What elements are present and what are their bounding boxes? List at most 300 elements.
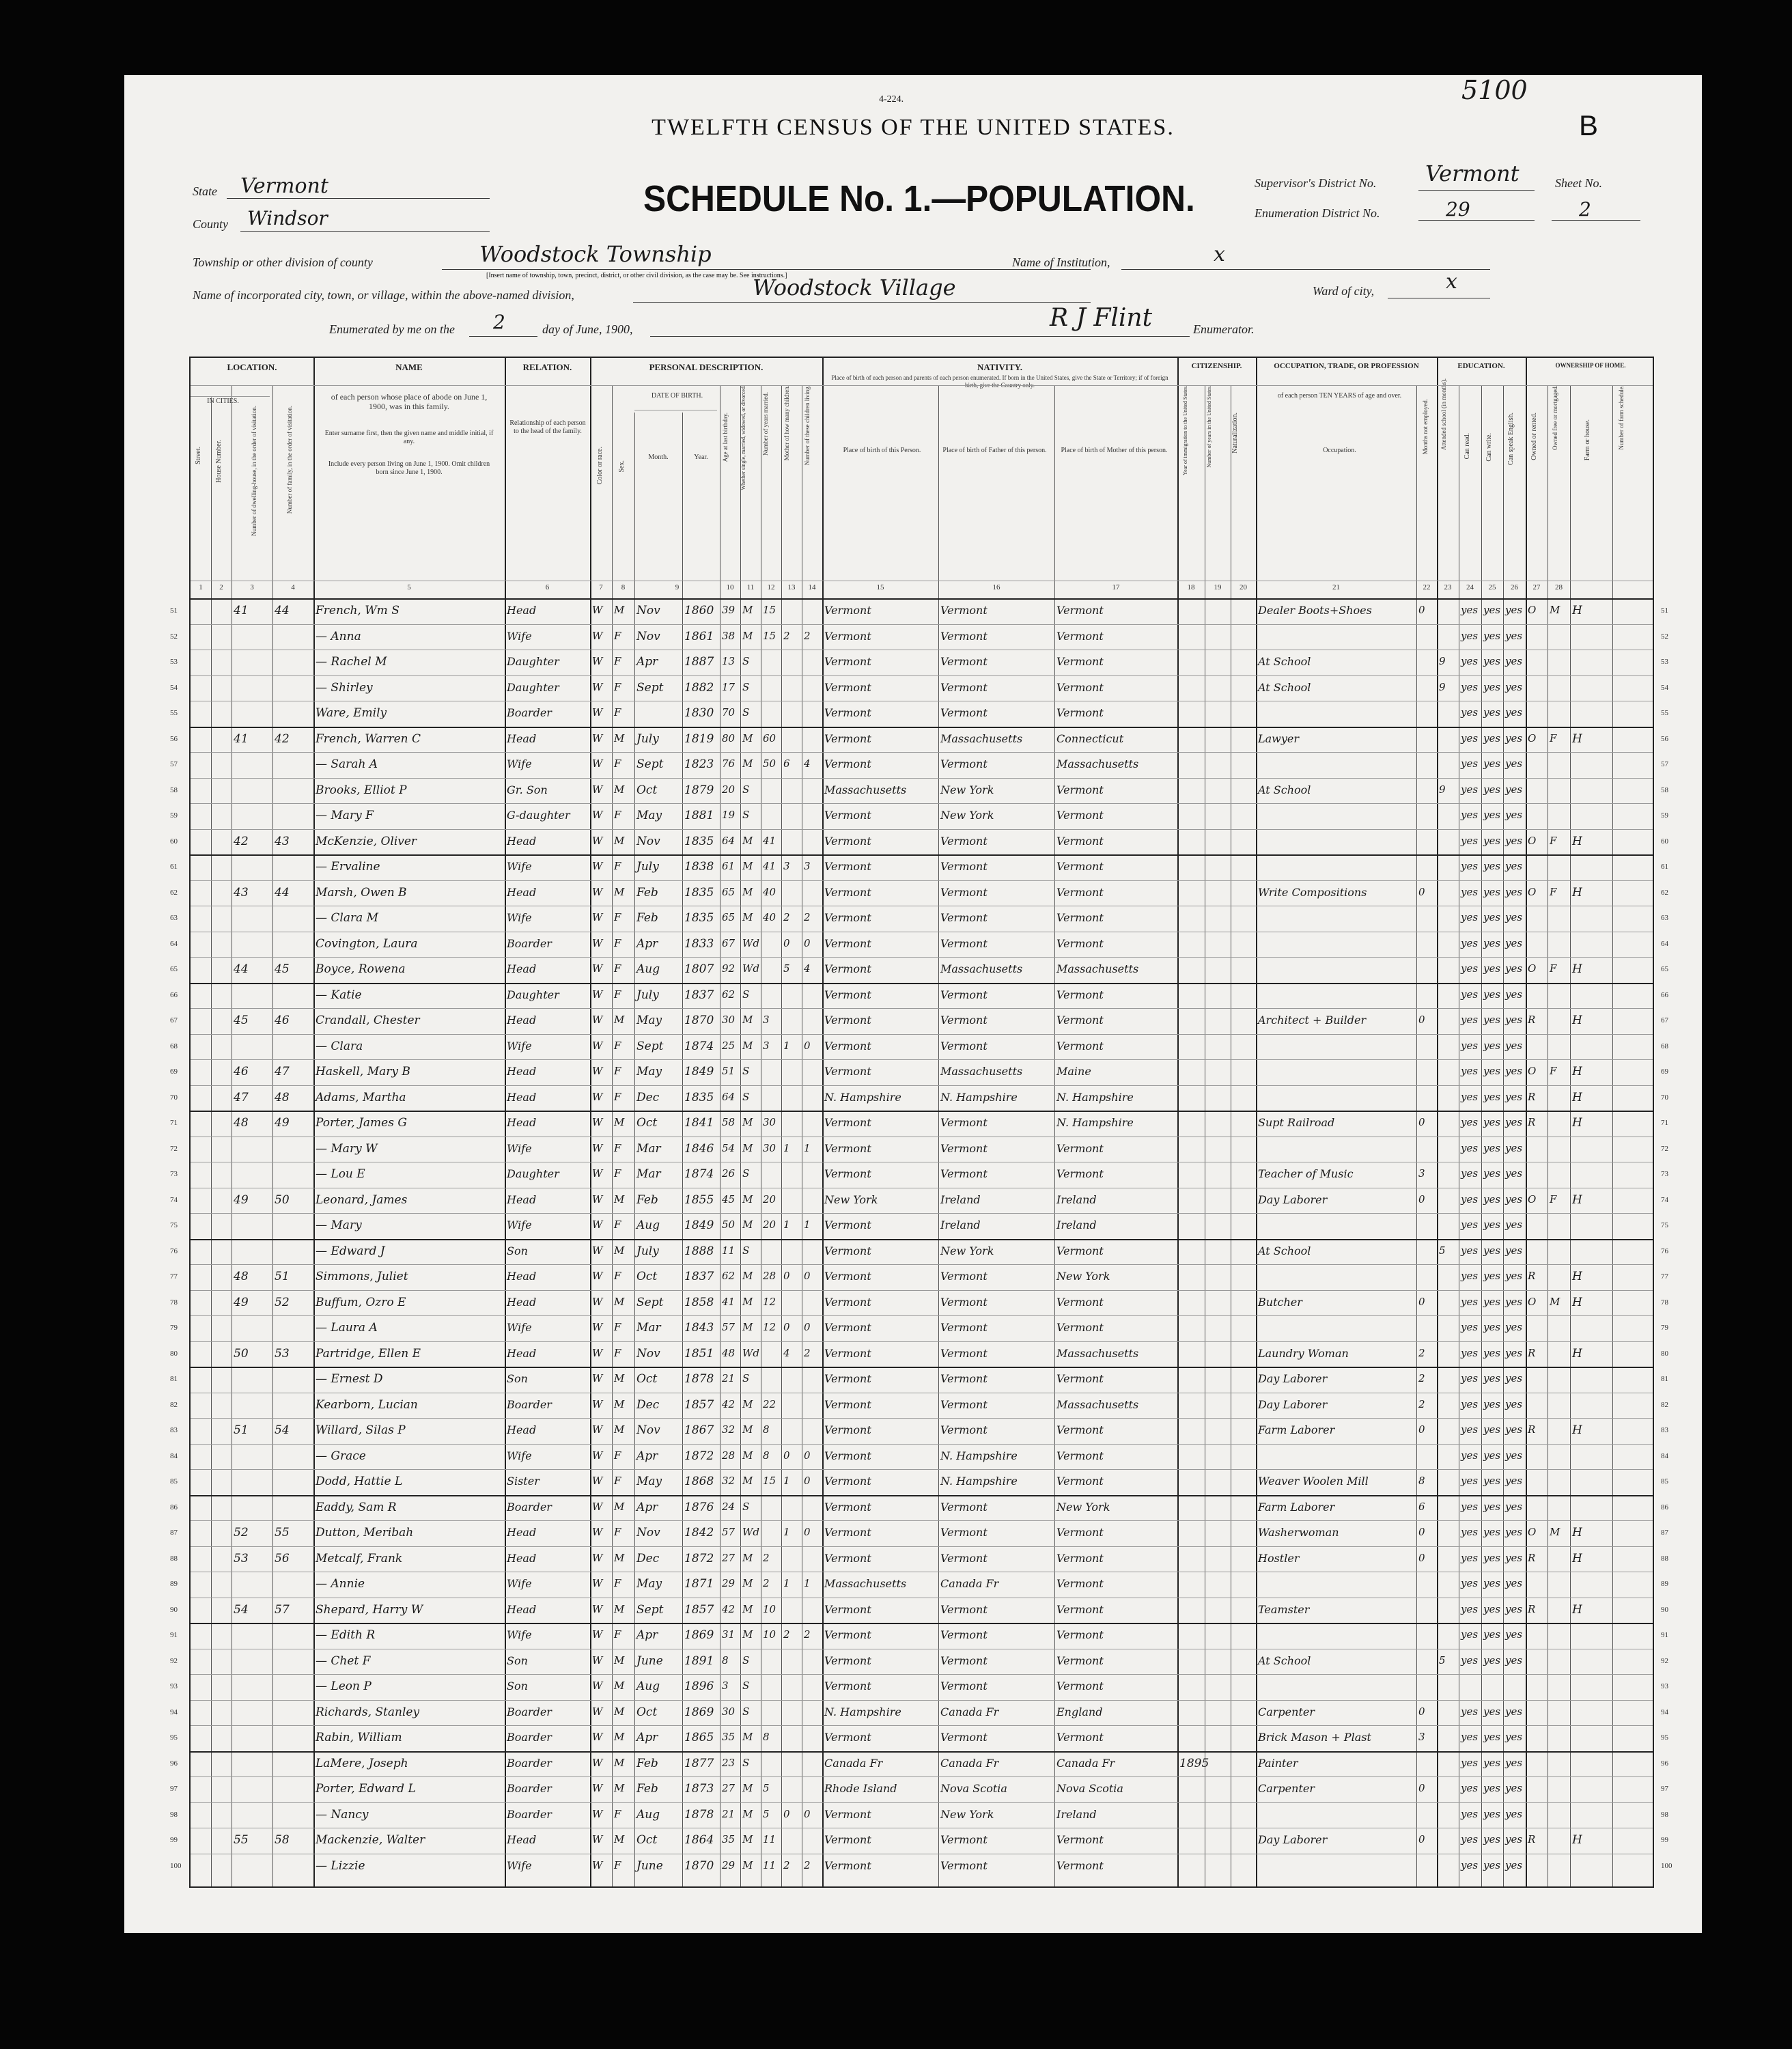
cell-name: — Lizzie <box>316 1858 365 1873</box>
cell-fh: H <box>1572 1090 1582 1104</box>
cell-own: R <box>1528 1346 1536 1359</box>
cell-month: Nov <box>636 604 660 617</box>
column-number: 7 <box>599 583 603 591</box>
cell-bf: Vermont <box>940 1014 988 1027</box>
cell-ms: M <box>742 1475 753 1487</box>
cell-read: yes <box>1461 757 1479 770</box>
line-number: 82 <box>170 1400 178 1409</box>
cell-bf: Vermont <box>940 885 988 899</box>
cell-bp: Vermont <box>824 1039 871 1053</box>
cell-bm: Vermont <box>1056 1141 1104 1155</box>
cell-ym: 20 <box>763 1193 776 1205</box>
cell-fam: 44 <box>275 604 290 617</box>
cell-bm: Massachusetts <box>1056 1346 1139 1360</box>
cell-rel: Head <box>507 1551 537 1565</box>
cell-rel: Wife <box>507 1218 532 1231</box>
cell-age: 32 <box>722 1475 736 1487</box>
cell-read: yes <box>1461 1782 1479 1794</box>
cell-ym: 8 <box>763 1731 770 1743</box>
cell-sex: F <box>614 757 621 770</box>
cell-dw: 45 <box>234 1014 249 1027</box>
line-number: 66 <box>170 990 178 999</box>
header-street: Street. <box>195 447 202 464</box>
cell-month: May <box>636 1065 662 1078</box>
cell-bf: Vermont <box>940 1295 988 1309</box>
cell-read: yes <box>1461 1397 1479 1410</box>
cell-age: 17 <box>722 680 736 693</box>
cell-ms: S <box>742 1705 750 1718</box>
cell-ym: 15 <box>763 629 776 642</box>
cell-occ: Day Laborer <box>1258 1372 1328 1385</box>
cell-month: Aug <box>636 1679 660 1693</box>
cell-bf: Vermont <box>940 1500 988 1514</box>
cell-sex: F <box>614 1346 621 1359</box>
cell-bp: Vermont <box>824 1475 871 1488</box>
line-number: 89 <box>1661 1580 1668 1588</box>
cell-color: W <box>592 1193 603 1205</box>
city-label: Name of incorporated city, town, or village, within the above-named division, <box>193 288 574 302</box>
cell-age: 20 <box>722 783 736 796</box>
cell-sex: F <box>614 1807 621 1820</box>
cell-year: 1860 <box>684 604 714 617</box>
cell-own: R <box>1528 1833 1536 1845</box>
cell-bf: Vermont <box>940 680 988 694</box>
cell-rel: G-daughter <box>507 809 570 822</box>
cell-sex: M <box>614 834 625 847</box>
cell-month: Nov <box>636 1346 660 1361</box>
cell-year: 1878 <box>684 1807 714 1822</box>
cell-age: 65 <box>722 911 736 923</box>
column-number: 2 <box>219 583 223 591</box>
cell-age: 38 <box>722 629 736 642</box>
row-divider <box>191 1418 1653 1419</box>
cell-color: W <box>592 1833 603 1845</box>
cell-cl: 0 <box>804 1475 811 1487</box>
cell-eng: yes <box>1505 1065 1523 1077</box>
line-number: 79 <box>1661 1324 1668 1332</box>
row-divider <box>191 1776 1653 1777</box>
cell-age: 26 <box>722 1167 736 1180</box>
cell-bf: N. Hampshire <box>940 1449 1018 1462</box>
cell-imm: 1895 <box>1179 1756 1209 1770</box>
cell-cl: 0 <box>804 1807 811 1820</box>
header-house: House Number. <box>215 440 223 483</box>
cell-bp: Vermont <box>824 1628 871 1641</box>
line-number: 54 <box>170 683 178 692</box>
cell-occ: Carpenter <box>1258 1782 1315 1795</box>
header-mother-of: Mother of how many children. <box>783 385 790 461</box>
cell-bp: Vermont <box>824 885 871 899</box>
column-number: 20 <box>1240 583 1247 591</box>
cell-own: R <box>1528 1116 1536 1128</box>
cell-write: yes <box>1483 1218 1501 1231</box>
sheet-label: Sheet No. <box>1555 176 1602 190</box>
cell-name: Haskell, Mary B <box>316 1065 410 1078</box>
cell-year: 1835 <box>684 834 714 848</box>
cell-sex: F <box>614 988 621 1001</box>
cell-age: 31 <box>722 1628 736 1641</box>
cell-read: yes <box>1461 1858 1479 1871</box>
cell-sex: M <box>614 1705 625 1718</box>
column-number: 28 <box>1555 583 1563 591</box>
cell-sex: M <box>614 1372 625 1384</box>
cell-rel: Head <box>507 1346 537 1360</box>
cell-read: yes <box>1461 1346 1479 1359</box>
cell-month: Feb <box>636 911 658 925</box>
row-divider <box>191 1520 1653 1521</box>
cell-age: 92 <box>722 962 736 975</box>
cell-year: 1874 <box>684 1167 714 1181</box>
line-number: 53 <box>170 658 178 666</box>
cell-name: — Clara M <box>316 911 379 925</box>
line-number: 70 <box>170 1093 178 1102</box>
cell-bm: Ireland <box>1056 1807 1097 1821</box>
cell-name: French, Wm S <box>316 604 400 617</box>
cell-ms: M <box>742 1628 753 1641</box>
cell-read: yes <box>1461 1141 1479 1154</box>
cell-color: W <box>592 1141 603 1154</box>
cell-year: 1858 <box>684 1295 714 1309</box>
cell-ms: M <box>742 1397 753 1410</box>
cell-rel: Boarder <box>507 1731 552 1744</box>
column-number: 19 <box>1214 583 1222 591</box>
cell-write: yes <box>1483 1782 1501 1794</box>
cell-name: Porter, James G <box>316 1116 407 1130</box>
line-number: 69 <box>1661 1068 1668 1076</box>
cell-color: W <box>592 1116 603 1128</box>
cell-bf: Vermont <box>940 1321 988 1334</box>
cell-ms: S <box>742 809 750 821</box>
cell-ms: M <box>742 1782 753 1794</box>
cell-year: 1877 <box>684 1756 714 1770</box>
column-number: 24 <box>1466 583 1474 591</box>
cell-bm: Vermont <box>1056 629 1104 643</box>
cell-name: — Nancy <box>316 1807 369 1822</box>
cell-write: yes <box>1483 1475 1501 1487</box>
cell-occ: Lawyer <box>1258 731 1300 745</box>
cell-occ: At School <box>1258 783 1311 796</box>
line-number: 64 <box>1661 939 1668 948</box>
cell-bf: Vermont <box>940 1372 988 1385</box>
ward-label: Ward of city, <box>1313 284 1375 298</box>
header-attended: Attended school (in months). <box>1440 378 1447 450</box>
cell-rel: Head <box>507 1193 537 1206</box>
cell-dw: 51 <box>234 1423 249 1437</box>
line-number: 57 <box>1661 760 1668 768</box>
cell-ms: S <box>742 1679 750 1692</box>
cell-fh: H <box>1572 885 1582 900</box>
cell-ms: S <box>742 1244 750 1257</box>
cell-read: yes <box>1461 1321 1479 1333</box>
cell-ms: M <box>742 834 753 847</box>
cell-sex: F <box>614 1628 621 1641</box>
column-divider <box>682 413 683 1886</box>
cell-read: yes <box>1461 809 1479 821</box>
cell-sex: M <box>614 731 625 744</box>
cell-occ: Carpenter <box>1258 1705 1315 1718</box>
cell-bf: Vermont <box>940 1423 988 1436</box>
cell-color: W <box>592 1039 603 1052</box>
cell-sex: F <box>614 1218 621 1231</box>
cell-cl: 4 <box>804 757 811 770</box>
cell-write: yes <box>1483 1193 1501 1205</box>
line-number: 60 <box>170 837 178 846</box>
cell-eng: yes <box>1505 834 1523 847</box>
line-number: 70 <box>1661 1093 1668 1102</box>
cell-ms: M <box>742 1218 753 1231</box>
cell-fh: H <box>1572 1833 1582 1847</box>
header-mortgage: Owned free or mortgaged. <box>1552 385 1558 450</box>
cell-age: 80 <box>722 731 736 744</box>
cell-occ: Architect + Builder <box>1258 1014 1367 1027</box>
column-divider <box>211 398 212 1886</box>
enumerator-label: Enumerator. <box>1193 322 1255 336</box>
column-number: 10 <box>726 583 734 591</box>
cell-color: W <box>592 1090 603 1103</box>
cell-fh: H <box>1572 1193 1582 1207</box>
cell-ms: M <box>742 860 753 872</box>
cell-eng: yes <box>1505 1423 1523 1436</box>
enumerated-day: 2 <box>493 311 505 333</box>
cell-mc: 2 <box>783 1628 790 1641</box>
cell-bp: Vermont <box>824 860 871 873</box>
cell-unemp: 0 <box>1418 1193 1425 1205</box>
cell-year: 1857 <box>684 1602 714 1617</box>
cell-eng: yes <box>1505 936 1523 949</box>
column-number: 6 <box>545 583 550 591</box>
cell-bm: Vermont <box>1056 1244 1104 1257</box>
cell-dw: 52 <box>234 1526 249 1539</box>
cell-name: Boyce, Rowena <box>316 962 406 976</box>
cell-name: — Clara <box>316 1039 363 1053</box>
cell-unemp: 8 <box>1418 1475 1425 1487</box>
cell-write: yes <box>1483 1551 1501 1564</box>
cell-fh: H <box>1572 604 1582 617</box>
row-divider <box>191 1341 1653 1342</box>
header-bottom-line <box>191 598 1653 600</box>
cell-unemp: 0 <box>1418 1295 1425 1308</box>
cell-read: yes <box>1461 706 1479 719</box>
cell-age: 27 <box>722 1551 736 1564</box>
cell-bp: N. Hampshire <box>824 1090 901 1104</box>
line-number: 85 <box>1661 1477 1668 1486</box>
header-relation: RELATION. <box>522 362 572 372</box>
cell-cl: 1 <box>804 1577 811 1589</box>
cell-read: yes <box>1461 1577 1479 1589</box>
cell-rel: Head <box>507 834 537 848</box>
line-number: 95 <box>170 1733 178 1742</box>
cell-rel: Boarder <box>507 1782 552 1795</box>
cell-bp: Vermont <box>824 1141 871 1155</box>
cell-rel: Wife <box>507 1858 532 1872</box>
cell-eng: yes <box>1505 962 1523 975</box>
enum-district-label: Enumeration District No. <box>1255 206 1380 220</box>
cell-year: 1835 <box>684 885 714 900</box>
cell-color: W <box>592 936 603 949</box>
cell-bm: Vermont <box>1056 1833 1104 1846</box>
cell-name: Buffum, Ozro E <box>316 1295 406 1309</box>
cell-ms: M <box>742 1116 753 1128</box>
cell-name: — Grace <box>316 1449 366 1463</box>
cell-dw: 54 <box>234 1602 249 1617</box>
cell-bp: Vermont <box>824 1731 871 1744</box>
line-number: 68 <box>1661 1042 1668 1050</box>
cell-ym: 41 <box>763 834 776 847</box>
cell-month: Nov <box>636 834 660 848</box>
cell-age: 39 <box>722 604 736 616</box>
cell-free: F <box>1550 1193 1557 1205</box>
header-sex: Sex. <box>618 460 626 473</box>
cell-unemp: 2 <box>1418 1397 1425 1410</box>
cell-eng: yes <box>1505 1628 1523 1641</box>
cell-bf: Ireland <box>940 1218 981 1231</box>
line-number: 75 <box>170 1221 178 1229</box>
cell-month: Sept <box>636 1039 664 1053</box>
cell-cl: 2 <box>804 629 811 642</box>
cell-dw: 41 <box>234 604 249 617</box>
cell-age: 24 <box>722 1500 736 1513</box>
cell-color: W <box>592 1321 603 1333</box>
row-divider <box>191 854 1653 856</box>
column-number: 1 <box>199 583 203 591</box>
cell-age: 3 <box>722 1679 729 1692</box>
cell-eng: yes <box>1505 655 1523 667</box>
cell-rel: Boarder <box>507 1807 552 1821</box>
cell-write: yes <box>1483 885 1501 898</box>
cell-mc: 4 <box>783 1346 790 1359</box>
cell-bf: Vermont <box>940 1551 988 1565</box>
cell-cl: 0 <box>804 1449 811 1462</box>
line-number: 62 <box>1661 888 1668 897</box>
cell-year: 1869 <box>684 1705 714 1719</box>
cell-sex: M <box>614 1193 625 1205</box>
cell-sch: 9 <box>1439 680 1446 693</box>
cell-bf: Vermont <box>940 1346 988 1360</box>
cell-sex: M <box>614 1679 625 1692</box>
cell-month: Sept <box>636 1295 664 1309</box>
cell-bm: Vermont <box>1056 834 1104 848</box>
cell-bm: Maine <box>1056 1065 1091 1078</box>
cell-eng: yes <box>1505 1244 1523 1257</box>
cell-bf: Canada Fr <box>940 1705 999 1718</box>
cell-month: Oct <box>636 1372 658 1386</box>
cell-eng: yes <box>1505 1602 1523 1615</box>
row-divider <box>191 829 1653 830</box>
cell-cl: 0 <box>804 1321 811 1333</box>
cell-sex: M <box>614 1782 625 1794</box>
cell-sex: F <box>614 1858 621 1871</box>
line-number: 98 <box>1661 1810 1668 1819</box>
line-number: 83 <box>170 1426 178 1434</box>
row-divider <box>191 778 1653 779</box>
line-number: 75 <box>1661 1221 1668 1229</box>
cell-own: R <box>1528 1270 1536 1282</box>
cell-ym: 41 <box>763 860 776 872</box>
header-immigration: Year of immigration to the United States. <box>1182 385 1188 475</box>
cell-ms: M <box>742 731 753 744</box>
cell-month: Nov <box>636 1526 660 1539</box>
line-number: 91 <box>1661 1631 1668 1639</box>
header-years-us: Number of years in the United States. <box>1206 385 1212 468</box>
cell-fam: 42 <box>275 731 290 746</box>
row-divider <box>191 1367 1653 1368</box>
line-number: 71 <box>170 1119 178 1127</box>
cell-ym: 8 <box>763 1449 770 1462</box>
row-divider <box>191 880 1653 881</box>
cell-ym: 15 <box>763 1475 776 1487</box>
cell-rel: Daughter <box>507 655 559 668</box>
cell-sex: F <box>614 1167 621 1180</box>
cell-rel: Head <box>507 731 537 745</box>
cell-bm: Vermont <box>1056 1167 1104 1180</box>
cell-eng: yes <box>1505 1039 1523 1052</box>
cell-eng: yes <box>1505 1577 1523 1589</box>
cell-eng: yes <box>1505 1833 1523 1845</box>
cell-age: 48 <box>722 1346 736 1359</box>
cell-eng: yes <box>1505 1858 1523 1871</box>
cell-sex: M <box>614 1500 625 1513</box>
cell-age: 28 <box>722 1449 736 1462</box>
cell-own: O <box>1528 604 1537 616</box>
line-number: 74 <box>170 1195 178 1204</box>
line-number: 80 <box>170 1349 178 1358</box>
cell-own: R <box>1528 1423 1536 1436</box>
cell-eng: yes <box>1505 1756 1523 1769</box>
cell-mc: 1 <box>783 1218 790 1231</box>
line-number: 78 <box>170 1298 178 1307</box>
cell-color: W <box>592 706 603 719</box>
cell-month: Mar <box>636 1321 661 1335</box>
cell-sex: F <box>614 680 621 693</box>
cell-year: 1843 <box>684 1321 714 1335</box>
header-occupation: OCCUPATION, TRADE, OR PROFESSION <box>1274 362 1419 370</box>
cell-write: yes <box>1483 860 1501 872</box>
cell-bm: Vermont <box>1056 1628 1104 1641</box>
cell-month: Aug <box>636 1218 660 1232</box>
cell-fam: 57 <box>275 1602 290 1617</box>
cell-color: W <box>592 1577 603 1589</box>
cell-name: Dodd, Hattie L <box>316 1475 403 1488</box>
cell-month: Mar <box>636 1141 661 1156</box>
cell-rel: Wife <box>507 629 532 643</box>
cell-mc: 0 <box>783 1807 790 1820</box>
cell-eng: yes <box>1505 1116 1523 1128</box>
cell-year: 1891 <box>684 1654 714 1668</box>
cell-fam: 58 <box>275 1833 290 1847</box>
cell-bm: New York <box>1056 1270 1110 1283</box>
cell-fam: 43 <box>275 834 290 848</box>
cell-bm: Vermont <box>1056 1577 1104 1590</box>
cell-bp: Vermont <box>824 1116 871 1129</box>
cell-write: yes <box>1483 1577 1501 1589</box>
cell-color: W <box>592 1807 603 1820</box>
header-personal: PERSONAL DESCRIPTION. <box>649 362 764 372</box>
line-number: 91 <box>170 1631 178 1639</box>
row-divider <box>191 1623 1653 1624</box>
cell-occ: At School <box>1258 655 1311 668</box>
cell-color: W <box>592 834 603 847</box>
cell-bf: Massachusetts <box>940 1065 1023 1078</box>
cell-rel: Wife <box>507 1039 532 1053</box>
cell-write: yes <box>1483 1654 1501 1667</box>
cell-age: 41 <box>722 1295 736 1308</box>
cell-bm: Vermont <box>1056 706 1104 719</box>
cell-month: Mar <box>636 1167 661 1181</box>
cell-eng: yes <box>1505 885 1523 898</box>
column-number: 12 <box>767 583 775 591</box>
cell-bf: New York <box>940 1244 994 1257</box>
line-number: 77 <box>1661 1272 1668 1281</box>
